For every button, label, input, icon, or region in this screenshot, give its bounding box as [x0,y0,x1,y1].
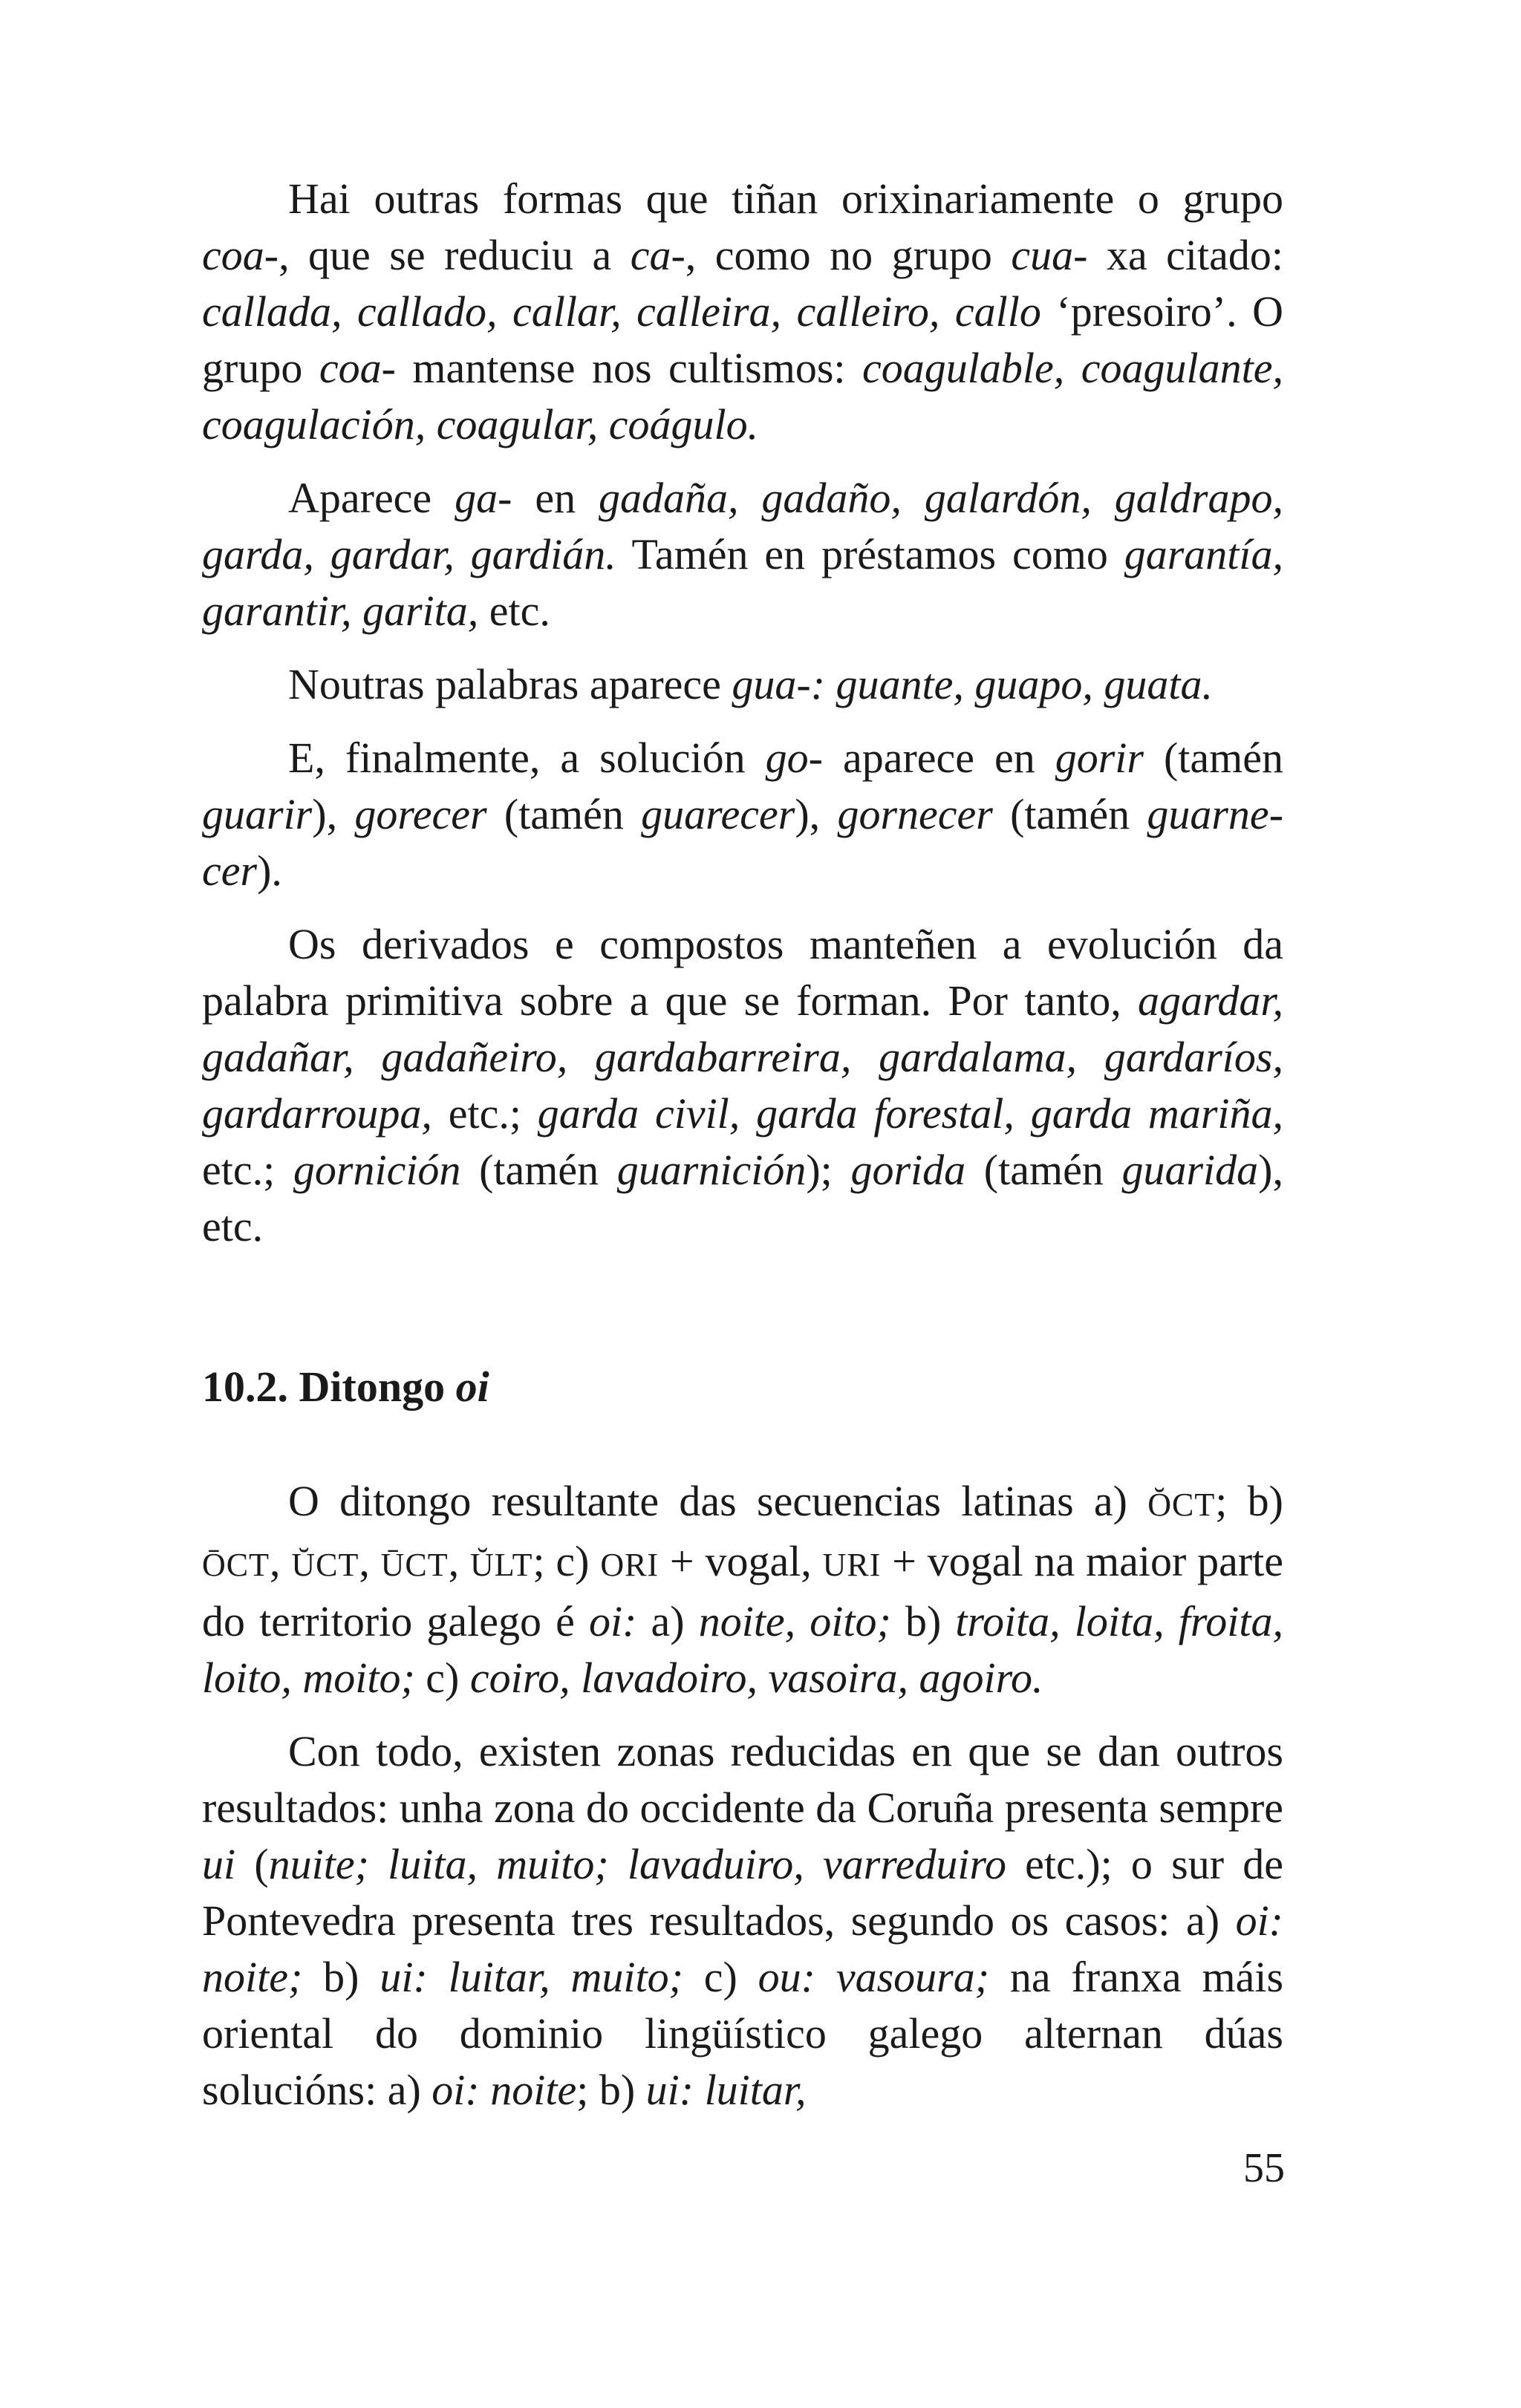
text-run: c) [414,1654,470,1702]
italic-term: gorecer [354,790,487,838]
italic-term: coa- [319,344,396,392]
text-run: aparece en [822,734,1055,782]
paragraphs-top [202,171,1283,1255]
text-run: E, finalmente, a solución [288,734,766,782]
text-run: , [359,1537,381,1585]
paragraph [202,916,1283,1255]
italic-term: garda civil, garda forestal, garda mariña, [537,1089,1284,1138]
text-run: etc.); o sur de Pontevedra presenta tres resultados, segundo os casos: a) [202,1840,1283,1945]
italic-term: gornecer [837,790,993,838]
paragraph [202,171,1283,453]
text-run: Tamén en préstamos como [616,530,1124,578]
italic-term: guarnecer [202,790,1284,895]
text-block [202,171,1283,2135]
latin-sequence: ŌCT [202,1547,270,1583]
italic-term: coiro, lavadoiro, vasoira, agoiro. [469,1654,1043,1702]
text-run: Noutras palabras aparece [288,660,732,708]
italic-term: cua- [1011,231,1088,279]
text-run: ), [795,790,838,838]
italic-term: coagulable, coagulante, coagulación, coagular, coágulo. [202,344,1283,448]
italic-term: guarecer [641,790,795,838]
italic-term: ui: luitar, [645,2066,807,2114]
text-run: ; c) [532,1537,601,1585]
paragraph [202,1723,1283,2118]
italic-term: gadaña, gadaño, galardón, galdrapo, garda, gardar, gardián. [202,474,1283,578]
italic-term: noite, oito; [698,1597,891,1645]
italic-term: oi: [588,1597,637,1645]
text-run: , [270,1537,292,1585]
text-run: ); [806,1146,851,1194]
text-run: a) [636,1597,699,1645]
italic-term: guarir [202,790,313,838]
text-run: (tamén [992,790,1147,838]
italic-term: go- [765,734,823,782]
text-run: (tamén [486,790,642,838]
italic-term: oi: noite; [202,1896,1283,2001]
text-run: etc. [478,587,550,635]
italic-term: agardar, gadañar, gadañeiro, gardabarreira, gardalama, gardaríos, gardarroupa, [202,976,1283,1138]
text-run: Os derivados e compostos manteñen a evolución da palabra primitiva sobre a que se forman. Por tanto, [202,920,1283,1025]
italic-term: oi: noite [431,2066,577,2114]
italic-term: ui: luitar, muito; [380,1953,683,2001]
latin-sequence: ŬLT [469,1547,533,1583]
text-run: b) [302,1953,380,2001]
italic-term: coa- [202,231,279,279]
text-run: , que se reduciu a [279,231,631,279]
latin-sequence: URI [822,1547,882,1583]
paragraph [202,1473,1283,1706]
italic-term: troita, loita, froita, loito, moito; [202,1597,1284,1702]
italic-term: guarnición [616,1146,807,1194]
italic-term: guarida [1121,1146,1259,1194]
text-run: O ditongo resultante das secuencias latinas a) [288,1477,1148,1525]
italic-term: ui [202,1840,236,1888]
text-run: (tamén [965,1146,1122,1194]
text-run: c) [683,1953,758,2001]
section-heading [202,1359,1283,1415]
section-heading-term: oi [455,1363,489,1411]
text-run: (tamén [460,1146,617,1194]
text-run: ‘presoiro’. O grupo [202,287,1283,392]
latin-sequence: ŎCT [1147,1487,1216,1523]
text-run: , como no grupo [685,231,1012,279]
italic-term: gua-: guante, guapo, guata. [732,660,1213,708]
text-run: etc.; [202,1146,293,1194]
section-heading-title: 10.2. Ditongo [202,1363,456,1411]
text-run: etc.; [431,1089,538,1138]
text-run: na franxa máis oriental do dominio lingüístico galego alternan dúas solucións: a) [202,1953,1284,2114]
italic-term: ga- [455,474,512,522]
italic-term: gorir [1055,734,1144,782]
latin-sequence: ŬCT [291,1547,359,1583]
text-run: ; b) [1215,1477,1283,1525]
text-run: xa citado: [1087,231,1284,279]
latin-sequence: ORI [600,1547,659,1583]
italic-term: gorida [850,1146,966,1194]
text-run: , [448,1537,470,1585]
text-run: en [512,474,599,522]
text-run: ( [235,1840,269,1888]
text-run: + vogal, [659,1537,823,1585]
paragraph [202,656,1283,713]
italic-term: gornición [293,1146,461,1194]
text-run: mantense nos cultismos: [395,344,863,392]
text-run: Con todo, existen zonas reducidas en que se dan outros resultados: unha zona do occidente da Coruña presenta sempre [202,1727,1283,1832]
text-run: Aparece [288,474,455,522]
page-number: 55 [1243,2145,1285,2191]
italic-term: nuite; luita, muito; lavaduiro, varreduiro [268,1840,1006,1888]
text-run: ; b) [576,2066,646,2114]
italic-term: ou: vasoura; [758,1953,990,2001]
italic-term: garantía, garantir, garita, [202,530,1283,635]
text-run: ). [257,846,282,895]
text-run: Hai outras formas que tiñan orixinariamente o grupo [288,174,1283,223]
text-run: b) [890,1597,956,1645]
paragraph [202,730,1283,899]
paragraph [202,470,1283,639]
text-run: (tamén [1143,734,1283,782]
italic-term: callada, callado, callar, calleira, calleiro, callo [202,287,1041,336]
text-run: ), etc. [202,1146,1283,1250]
latin-sequence: ŪCT [380,1547,449,1583]
text-run: + vogal na maior parte do territorio galego é [202,1537,1284,1645]
italic-term: ca- [630,231,685,279]
text-run: ), [312,790,355,838]
paragraphs-bottom [202,1473,1283,2118]
